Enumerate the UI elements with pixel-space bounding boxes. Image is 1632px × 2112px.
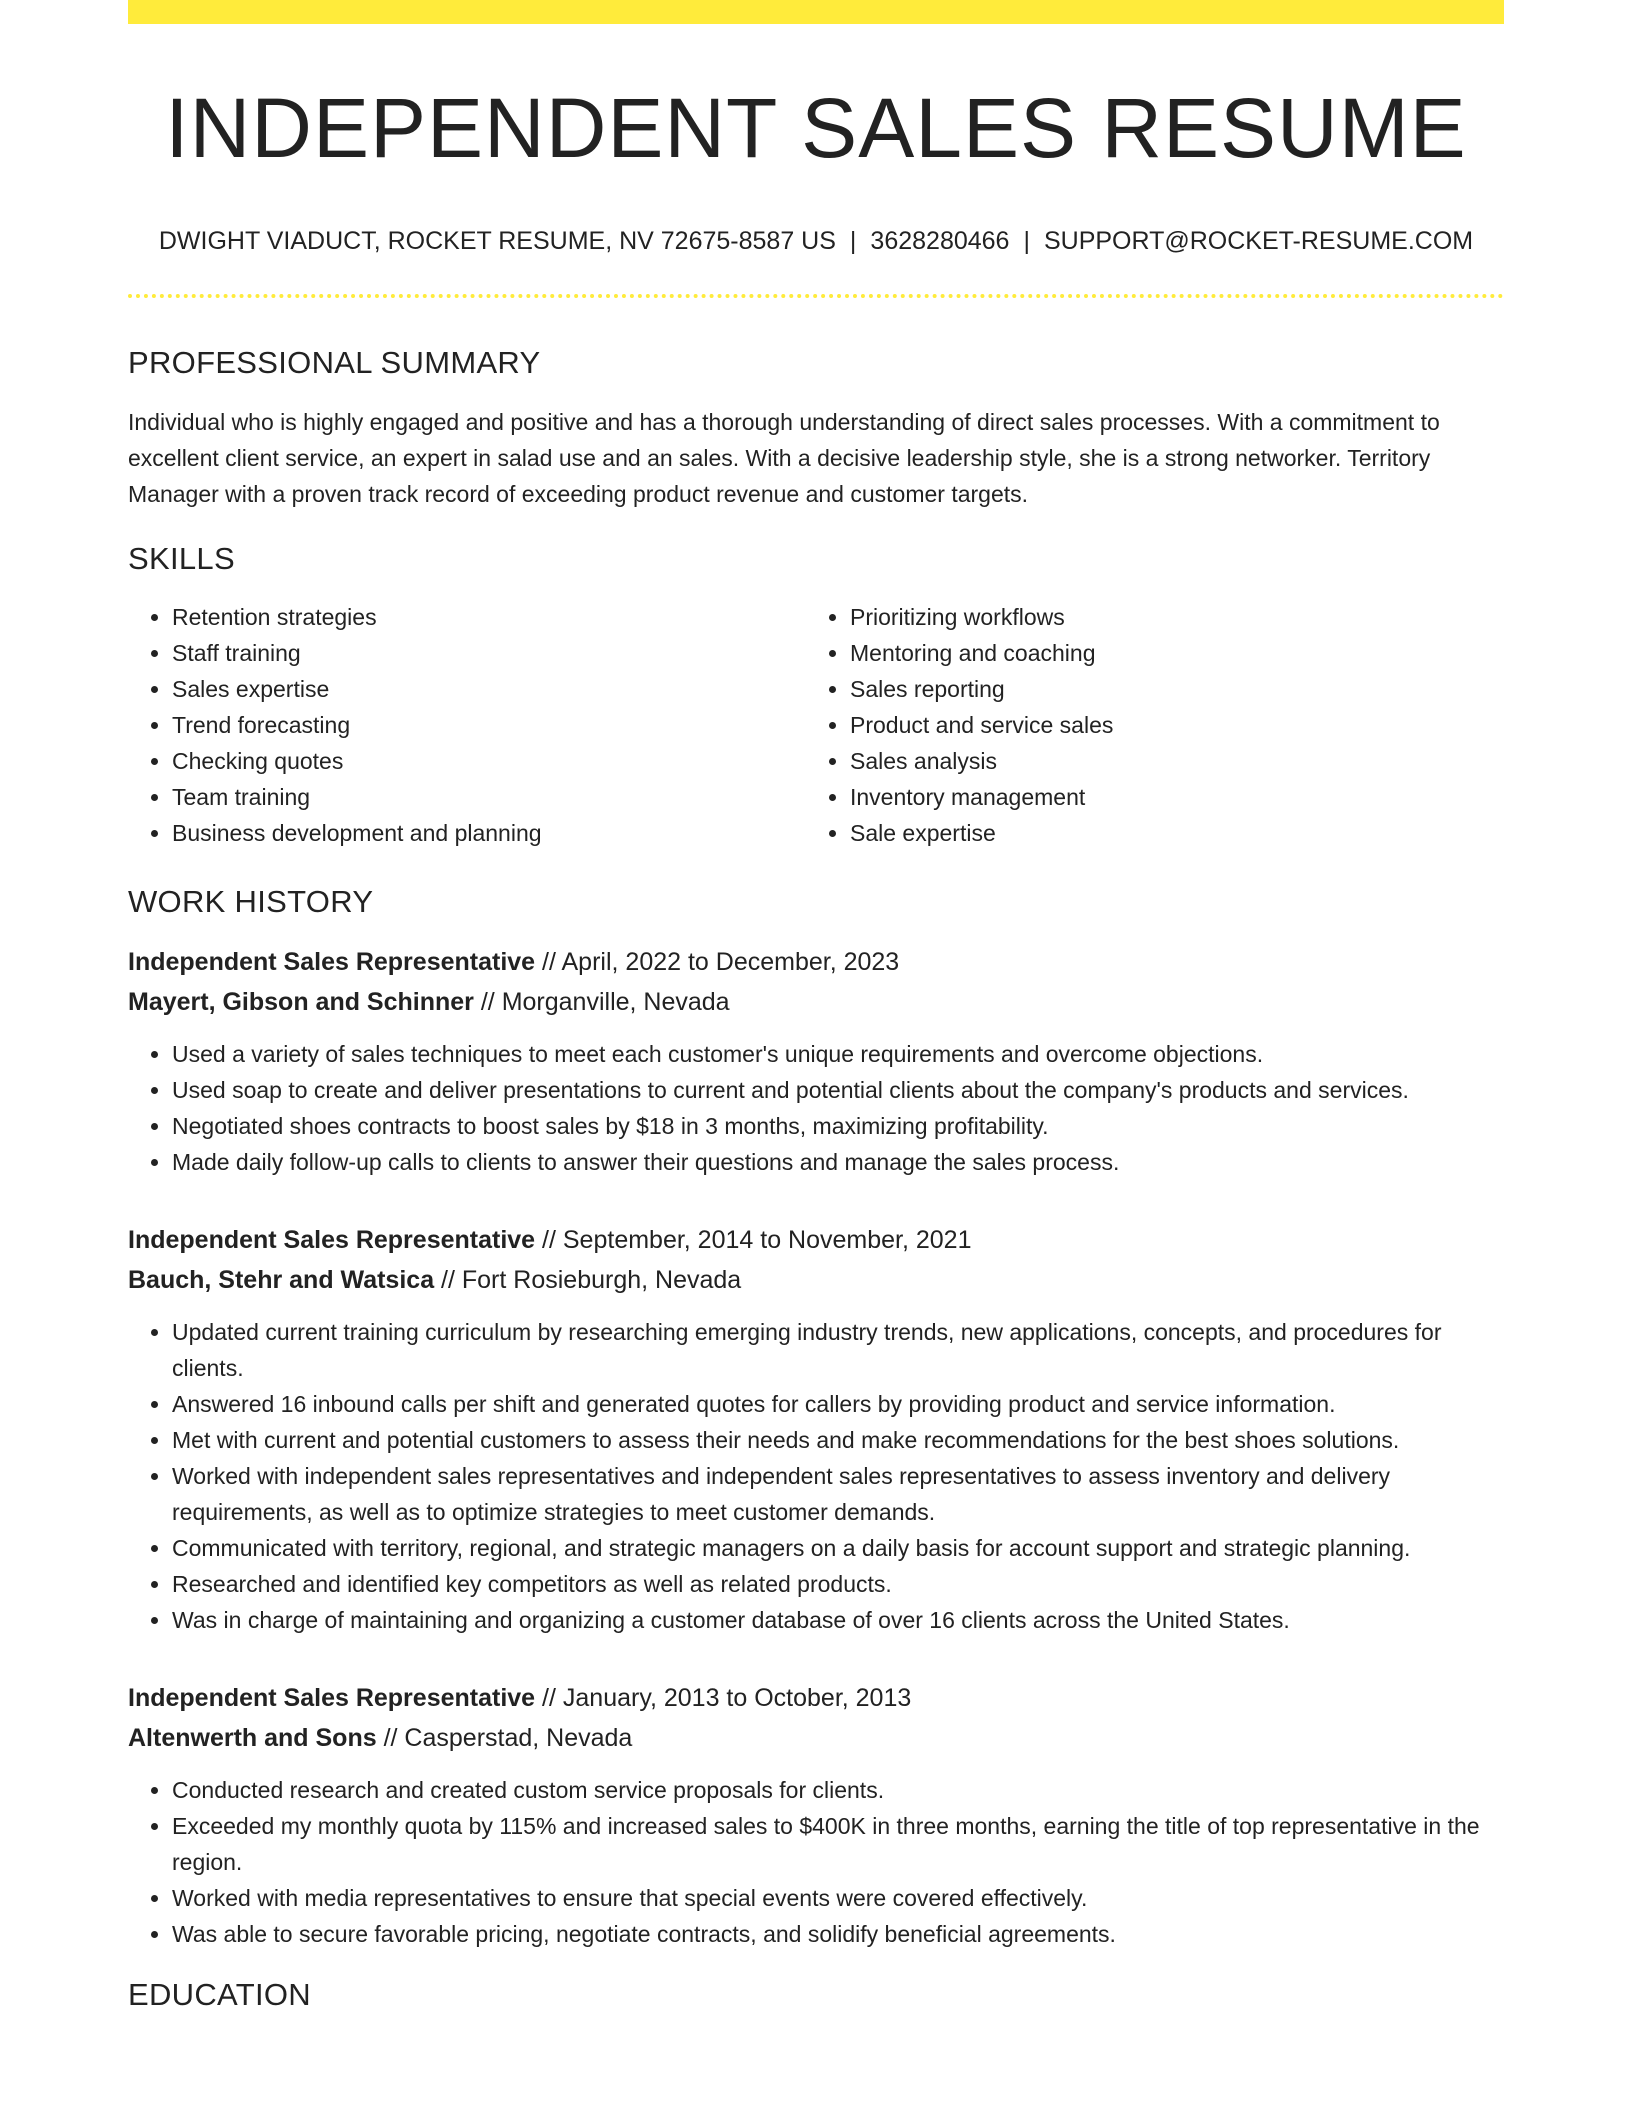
contact-email: SUPPORT@ROCKET-RESUME.COM — [1043, 227, 1474, 256]
dotted-divider — [128, 294, 1504, 298]
summary-heading: PROFESSIONAL SUMMARY — [128, 345, 541, 381]
contact-line — [128, 226, 1504, 256]
skill-item: • Inventory management — [850, 779, 1484, 815]
job-bullet: • Answered 16 inbound calls per shift and generated quotes for callers by providing product and service information. — [172, 1386, 1504, 1422]
job-bullet: • Was in charge of maintaining and organizing a customer database of over 16 clients across the United States. — [172, 1602, 1504, 1638]
job-company-line — [128, 1260, 1504, 1300]
job-bullet: • Conducted research and created custom service proposals for clients. — [172, 1772, 1504, 1808]
skill-item: • Product and service sales — [850, 707, 1484, 743]
job-title: Independent Sales Representative — [128, 1683, 536, 1712]
skills-column-right — [806, 599, 1484, 851]
skills-list-right — [806, 599, 1484, 851]
skill-item: • Sales analysis — [850, 743, 1484, 779]
skill-item: • Checking quotes — [172, 743, 806, 779]
skill-item: • Sale expertise — [850, 815, 1484, 851]
skill-item: • Mentoring and coaching — [850, 635, 1484, 671]
work-history-heading: WORK HISTORY — [128, 883, 374, 919]
job-bullet: • Made daily follow-up calls to clients to answer their questions and manage the sales process. — [172, 1144, 1504, 1180]
job-dates: // April, 2022 to December, 2023 — [542, 947, 900, 976]
job-company: Mayert, Gibson and Schinner — [128, 987, 474, 1016]
job-location: // Fort Rosieburgh, Nevada — [441, 1265, 742, 1294]
job-bullet: • Updated current training curriculum by researching emerging industry trends, new applications, concepts, and procedures for clients. — [172, 1314, 1504, 1386]
job-bullet: • Negotiated shoes contracts to boost sales by $18 in 3 months, maximizing profitability. — [172, 1108, 1504, 1144]
resume-title: INDEPENDENT SALES RESUME — [165, 81, 1467, 175]
job-bullet: • Researched and identified key competitors as well as related products. — [172, 1566, 1504, 1602]
job-bullets — [128, 1314, 1504, 1638]
summary-text: Individual who is highly engaged and positive and has a thorough understanding of direct sales processes. With a commitment to excellent client service, an expert in salad use and an sales. With a decisive leadership style, she is a strong networker. Territory Manager with a proven track record of exceeding product revenue and customer targets. — [128, 408, 1440, 507]
job-title-line — [128, 1678, 1504, 1718]
contact-address: DWIGHT VIADUCT, ROCKET RESUME, NV 72675-8587 US — [158, 227, 836, 256]
job-bullet: • Communicated with territory, regional, and strategic managers on a daily basis for account support and strategic planning. — [172, 1530, 1504, 1566]
job-company: Bauch, Stehr and Watsica — [128, 1265, 435, 1294]
skill-item: • Staff training — [172, 635, 806, 671]
job-bullet: • Exceeded my monthly quota by 115% and increased sales to $400K in three months, earning the title of top representative in the region. — [172, 1808, 1504, 1880]
job-bullet: • Worked with independent sales representatives and independent sales representatives to assess inventory and delivery requirements, as well as to optimize strategies to meet customer demands. — [172, 1458, 1504, 1530]
skill-item: • Trend forecasting — [172, 707, 806, 743]
contact-separator: | — [849, 227, 857, 256]
job-bullet: • Used soap to create and deliver presentations to current and potential clients about the company's products and services. — [172, 1072, 1504, 1108]
job-bullet: • Used a variety of sales techniques to meet each customer's unique requirements and overcome objections. — [172, 1036, 1504, 1072]
skill-item: • Business development and planning — [172, 815, 806, 851]
resume-page — [128, 0, 1504, 2013]
accent-top-bar — [128, 0, 1504, 24]
contact-phone: 3628280466 — [870, 227, 1010, 256]
job-bullet: • Met with current and potential customers to assess their needs and make recommendations for the best shoes solutions. — [172, 1422, 1504, 1458]
job-company: Altenwerth and Sons — [128, 1723, 377, 1752]
job-entry — [128, 942, 1504, 1180]
job-dates: // September, 2014 to November, 2021 — [542, 1225, 972, 1254]
skills-list-left — [128, 599, 806, 851]
job-bullets — [128, 1772, 1504, 1952]
job-dates: // January, 2013 to October, 2013 — [542, 1683, 912, 1712]
job-title-line — [128, 942, 1504, 982]
job-location: // Casperstad, Nevada — [383, 1723, 633, 1752]
skills-column-left — [128, 599, 806, 851]
skills-columns — [128, 599, 1504, 851]
job-title: Independent Sales Representative — [128, 1225, 536, 1254]
contact-separator: | — [1023, 227, 1030, 256]
job-entry — [128, 1678, 1504, 1952]
skill-item: • Prioritizing workflows — [850, 599, 1484, 635]
job-bullets — [128, 1036, 1504, 1180]
skill-item: • Sales reporting — [850, 671, 1484, 707]
skills-heading: SKILLS — [128, 540, 235, 576]
job-location: // Morganville, Nevada — [480, 987, 730, 1016]
job-company-line — [128, 982, 1504, 1022]
skill-item: • Sales expertise — [172, 671, 806, 707]
job-title: Independent Sales Representative — [128, 947, 536, 976]
job-company-line — [128, 1718, 1504, 1758]
skill-item: • Retention strategies — [172, 599, 806, 635]
skill-item: • Team training — [172, 779, 806, 815]
job-bullet: • Worked with media representatives to ensure that special events were covered effectively. — [172, 1880, 1504, 1916]
job-bullet: • Was able to secure favorable pricing, negotiate contracts, and solidify beneficial agreements. — [172, 1916, 1504, 1952]
job-title-line — [128, 1220, 1504, 1260]
education-heading: EDUCATION — [128, 1976, 311, 2012]
job-entry — [128, 1220, 1504, 1638]
